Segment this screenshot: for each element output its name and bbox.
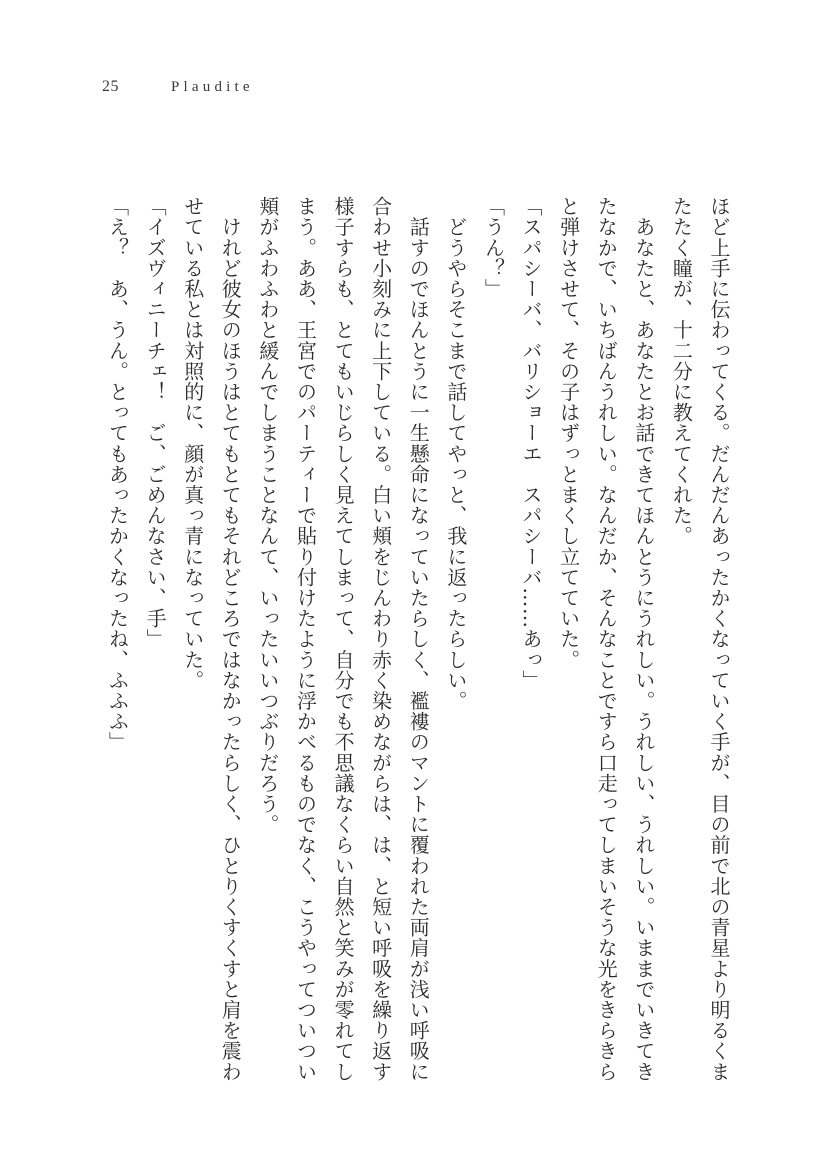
dialogue-line: 「え？ あ、うん。とってもあったかくなったね、ふふふ」 bbox=[105, 196, 130, 753]
page-number: 25 bbox=[102, 78, 119, 95]
running-title: Plaudite bbox=[171, 79, 254, 95]
paragraph: あなたと、あなたとお話できてほんとうにうれしい。うれしい、うれしい。いままでいきてきたなかで、いちばんうれしい。なんだか、そんなことですら口走ってしまいそうな光をきらきらと弾けさせて、その子はずっとまくし立てていた。 bbox=[556, 196, 656, 1082]
paragraph: 話すのでほんとうに一生懸命になっていたらしく、襤褸のマントに覆われた両肩が浅い呼吸に合わせ小刻みに上下している。白い頬をじんわり赤く染めながらは、は、と短い呼吸を繰り返す様子すらも、とてもいじらしく見えてしまって、自分でも不思議なくらい自然と笑みが零れてしまう。ああ、王宮でのパーティーで貼り付けたように浮かべるものでなく、こうやってついつい頬がふわふわと緩んでしまうことなんて、いったいいつぶりだろう。 bbox=[255, 196, 431, 1082]
paragraph: どうやらそこまで話してやっと、我に返ったらしい。 bbox=[443, 196, 468, 711]
paragraph: ほど上手に伝わってくる。だんだんあったかくなっていく手が、目の前で北の青星より明るくまたたく瞳が、十二分に教えてくれた。 bbox=[669, 196, 731, 1082]
paragraph: けれど彼女のほうはとてもとてもそれどころではなかったらしく、ひとりくすくすと肩を震わせている私とは対照的に、顔が真っ青になっていた。 bbox=[180, 196, 243, 1082]
dialogue-line: 「イズヴィニーチェ！ ご、ごめんなさい、手」 bbox=[143, 196, 168, 650]
dialogue-line: 「うん？」 bbox=[481, 196, 506, 299]
page-header bbox=[102, 78, 254, 96]
vertical-body-text bbox=[97, 196, 737, 1096]
dialogue-line: 「スパシーバ、バリショーエ スパシーバ……あっ」 bbox=[519, 196, 544, 691]
